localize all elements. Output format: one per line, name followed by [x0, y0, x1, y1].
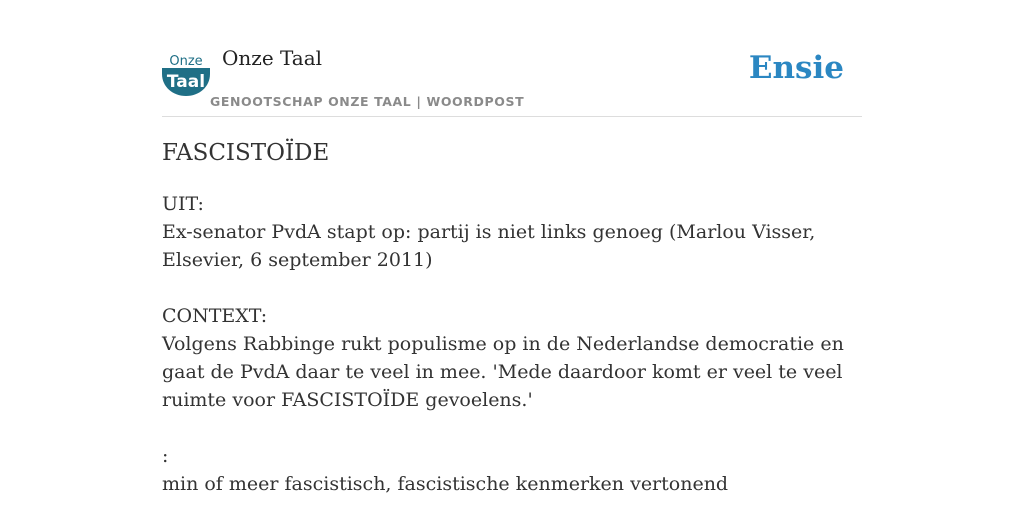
- header: [162, 40, 862, 117]
- onze-taal-logo[interactable]: [162, 52, 210, 96]
- ensie-logo[interactable]: Ensie: [748, 50, 844, 86]
- entry-content: [162, 140, 852, 498]
- definition-text: min of meer fascistisch, fascistische kenmerken vertonend: [162, 473, 729, 495]
- entry-title: FASCISTOÏDE: [162, 140, 330, 166]
- context-label: CONTEXT:: [162, 305, 268, 327]
- source-label: UIT:: [162, 193, 204, 215]
- brand-title[interactable]: Onze Taal: [222, 46, 323, 70]
- definition-label: :: [162, 445, 169, 467]
- logo-onze-text: Onze: [169, 54, 203, 69]
- context-text: Volgens Rabbinge rukt populisme op in de Nederlandse democratie en gaat de PvdA daar te veel in mee. 'Mede daardoor komt er veel te veel ruimte voor FASCISTOÏDE gevoelens.': [162, 333, 844, 411]
- entry-body: [162, 190, 852, 498]
- source-text: Ex-senator PvdA stapt op: partij is niet links genoeg (Marlou Visser, Elsevier, 6 september 2011): [162, 221, 816, 271]
- brand-subtitle: GENOOTSCHAP ONZE TAAL | WOORDPOST: [210, 94, 525, 109]
- logo-taal-text: Taal: [166, 72, 206, 92]
